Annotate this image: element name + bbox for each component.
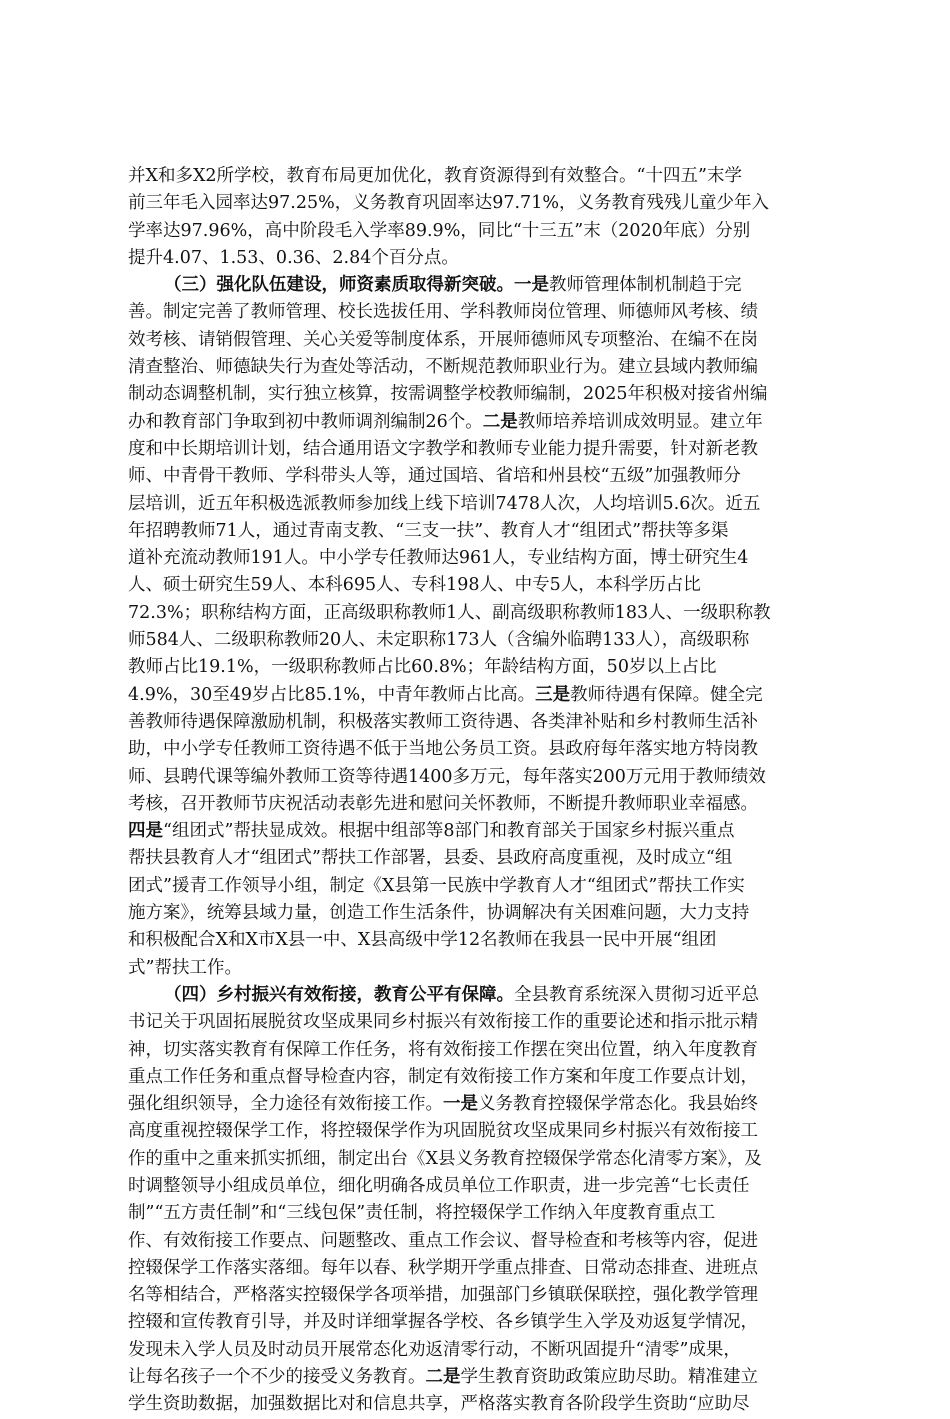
text-line bbox=[128, 736, 828, 763]
body-text: 考核，召开教师节庆祝活动表彰先进和慰问关怀教师，不断提升教师职业幸福感。 bbox=[128, 793, 758, 814]
text-line bbox=[128, 1064, 828, 1091]
text-line bbox=[128, 791, 828, 818]
text-line bbox=[128, 409, 828, 436]
body-text: 教师管理体制机制趋于完 bbox=[549, 275, 742, 296]
text-line bbox=[128, 927, 828, 954]
text-line bbox=[128, 845, 828, 872]
bold-heading-text: 一是 bbox=[443, 1094, 478, 1115]
text-line bbox=[128, 1228, 828, 1255]
body-text: 清查整治、师德缺失行为查处等活动，不断规范教师职业行为。建立县域内教师编 bbox=[128, 357, 758, 378]
text-line bbox=[128, 518, 828, 545]
body-text: 师、中青骨干教师、学科带头人等，通过国培、省培和州县校“五级”加强教师分 bbox=[128, 466, 741, 487]
body-text: 和积极配合X和X市X县一中、X县高级中学12名教师在我县一民中开展“组团 bbox=[128, 930, 717, 951]
body-text: 教师占比19.1%，一级职称教师占比60.8%；年龄结构方面，50岁以上占比 bbox=[128, 657, 717, 678]
body-text: 全县教育系统深入贯彻习近平总 bbox=[514, 984, 759, 1005]
body-text: 让每名孩子一个不少的接受义务教育。 bbox=[128, 1367, 426, 1388]
body-text: 制动态调整机制，实行独立核算，按需调整学校教师编制，2025年积极对接省州编 bbox=[128, 384, 768, 405]
body-text: 72.3%；职称结构方面，正高级职称教师1人、副高级职称教师183人、一级职称教 bbox=[128, 602, 771, 623]
text-line bbox=[128, 381, 828, 408]
text-line bbox=[128, 1037, 828, 1064]
body-text: 学生资助数据，加强数据比对和信息共享，严格落实教育各阶段学生资助“应助尽 bbox=[128, 1394, 750, 1415]
text-line bbox=[128, 600, 828, 627]
body-text: 善教师待遇保障激励机制，积极落实教师工资待遇、各类津补贴和乡村教师生活补 bbox=[128, 711, 758, 732]
text-line bbox=[128, 654, 828, 681]
text-line bbox=[128, 1173, 828, 1200]
body-text: 控辍保学工作落实落细。每年以春、秋学期开学重点排查、日常动态排查、进班点 bbox=[128, 1257, 758, 1278]
text-line bbox=[128, 572, 828, 599]
body-text: 效考核、请销假管理、关心关爱等制度体系，开展师德师风专项整治、在编不在岗 bbox=[128, 329, 758, 350]
text-line bbox=[128, 709, 828, 736]
body-text: 式”帮扶工作。 bbox=[128, 957, 242, 978]
body-text: 师、县聘代课等编外教师工资等待遇1400多万元，每年落实200万元用于教师绩效 bbox=[128, 766, 766, 787]
bold-heading-text: 二是 bbox=[482, 411, 518, 432]
text-line bbox=[128, 1309, 828, 1336]
text-line bbox=[128, 764, 828, 791]
text-line bbox=[128, 1009, 828, 1036]
text-line bbox=[128, 873, 828, 900]
text-line bbox=[128, 245, 828, 272]
body-text: 高度重视控辍保学工作，将控辍保学作为巩固脱贫攻坚成果同乡村振兴有效衔接工 bbox=[128, 1121, 758, 1142]
body-text: 师584人、二级职称教师20人、未定职称173人（含编外临聘133人），高级职称 bbox=[128, 630, 750, 651]
bold-heading-text: （三）强化队伍建设，师资素质取得新突破。一是 bbox=[164, 275, 549, 296]
body-text: 善。制定完善了教师管理、校长选拔任用、学科教师岗位管理、师德师风考核、绩 bbox=[128, 302, 758, 323]
text-line bbox=[128, 272, 828, 299]
text-line bbox=[128, 463, 828, 490]
body-text: 强化组织领导，全力途径有效衔接工作。 bbox=[128, 1094, 443, 1115]
text-line bbox=[128, 299, 828, 326]
body-text: 作的重中之重来抓实抓细，制定出台《X县义务教育控辍保学常态化清零方案》，及 bbox=[128, 1148, 762, 1169]
text-line bbox=[128, 1146, 828, 1173]
body-text: 控辍和宣传教育引导，并及时详细掌握各学校、各乡镇学生入学及劝返复学情况， bbox=[128, 1312, 758, 1333]
text-line bbox=[128, 1337, 828, 1364]
body-text: 制”“五方责任制”和“三线包保”责任制，将控辍保学工作纳入年度教育重点工 bbox=[128, 1203, 716, 1224]
text-line bbox=[128, 545, 828, 572]
body-text: 学生教育资助政策应助尽助。精准建立 bbox=[460, 1367, 758, 1388]
text-line bbox=[128, 982, 828, 1009]
body-text: 办和教育部门争取到初中教师调剂编制26个。 bbox=[128, 411, 483, 432]
document-body bbox=[128, 163, 828, 1419]
body-text: 助，中小学专任教师工资待遇不低于当地公务员工资。县政府每年落实地方特岗教 bbox=[128, 739, 758, 760]
body-text: 学率达97.96%，高中阶段毛入学率89.9%，同比“十三五”末（2020年底）分别 bbox=[128, 220, 751, 241]
body-text: 并X和多X2所学校，教育布局更加优化，教育资源得到有效整合。“十四五”末学 bbox=[128, 166, 742, 186]
text-line bbox=[128, 900, 828, 927]
body-text: 教师培养培训成效明显。建立年 bbox=[517, 411, 763, 432]
body-text: 重点工作任务和重点督导检查内容，制定有效衔接工作方案和年度工作要点计划， bbox=[128, 1066, 758, 1087]
text-line bbox=[128, 682, 828, 709]
text-line bbox=[128, 1282, 828, 1309]
body-text: 度和中长期培训计划，结合通用语文字教学和教师专业能力提升需要，针对新老教 bbox=[128, 438, 758, 459]
text-line bbox=[128, 955, 828, 982]
body-text: 层培训，近五年积极选派教师参加线上线下培训7478人次，人均培训5.6次。近五 bbox=[128, 493, 761, 514]
body-text: 4.9%，30至49岁占比85.1%，中青年教师占比高。 bbox=[128, 684, 536, 705]
body-text: 时调整领导小组成员单位，细化明确各成员单位工作职责，进一步完善“七长责任 bbox=[128, 1175, 750, 1196]
text-line bbox=[128, 218, 828, 245]
body-text: 义务教育控辍保学常态化。我县始终 bbox=[478, 1094, 758, 1115]
text-line bbox=[128, 818, 828, 845]
text-line bbox=[128, 190, 828, 217]
text-line bbox=[128, 436, 828, 463]
body-text: 施方案》，统筹县域力量，创造工作生活条件，协调解决有关困难问题，大力支持 bbox=[128, 903, 750, 924]
bold-heading-text: 四是 bbox=[128, 821, 163, 842]
text-line bbox=[128, 1391, 828, 1418]
text-line bbox=[128, 1255, 828, 1282]
body-text: 团式”援青工作领导小组，制定《X县第一民族中学教育人才“组团式”帮扶工作实 bbox=[128, 875, 745, 896]
body-text: 年招聘教师71人，通过青南支教、“三支一扶”、教育人才“组团式”帮扶等多渠 bbox=[128, 520, 729, 541]
text-line bbox=[128, 327, 828, 354]
body-text: 神，切实落实教育有保障工作任务，将有效衔接工作摆在突出位置，纳入年度教育 bbox=[128, 1039, 758, 1060]
bold-heading-text: 三是 bbox=[535, 684, 571, 705]
body-text: 发现未入学人员及时动员开展常态化劝返清零行动，不断巩固提升“清零”成果， bbox=[128, 1339, 741, 1360]
text-line bbox=[128, 1118, 828, 1145]
text-line bbox=[128, 627, 828, 654]
text-line bbox=[128, 163, 828, 190]
text-line bbox=[128, 354, 828, 381]
text-line bbox=[128, 491, 828, 518]
body-text: 名等相结合，严格落实控辍保学各项举措，加强部门乡镇联保联控，强化教学管理 bbox=[128, 1285, 758, 1306]
body-text: 人、硕士研究生59人、本科695人、专科198人、中专5人，本科学历占比 bbox=[128, 575, 701, 596]
body-text: “组团式”帮扶显成效。根据中组部等8部门和教育部关于国家乡村振兴重点 bbox=[163, 821, 735, 842]
body-text: 书记关于巩固拓展脱贫攻坚成果同乡村振兴有效衔接工作的重要论述和指示批示精 bbox=[128, 1012, 758, 1033]
body-text: 作、有效衔接工作要点、问题整改、重点工作会议、督导检查和考核等内容，促进 bbox=[128, 1230, 758, 1251]
body-text: 教师待遇有保障。健全完 bbox=[570, 684, 763, 705]
body-text: 帮扶县教育人才“组团式”帮扶工作部署，县委、县政府高度重视，及时成立“组 bbox=[128, 848, 733, 869]
body-text: 道补充流动教师191人。中小学专任教师达961人，专业结构方面，博士研究生4 bbox=[128, 548, 749, 569]
text-line bbox=[128, 1364, 828, 1391]
body-text: 提升4.07、1.53、0.36、2.84个百分点。 bbox=[128, 247, 459, 268]
bold-heading-text: 二是 bbox=[425, 1367, 461, 1388]
text-line bbox=[128, 1200, 828, 1227]
text-line bbox=[128, 1091, 828, 1118]
body-text: 前三年毛入园率达97.25%，义务教育巩固率达97.71%，义务教育残残儿童少年入 bbox=[128, 193, 769, 214]
bold-heading-text: （四）乡村振兴有效衔接，教育公平有保障。 bbox=[164, 984, 514, 1005]
